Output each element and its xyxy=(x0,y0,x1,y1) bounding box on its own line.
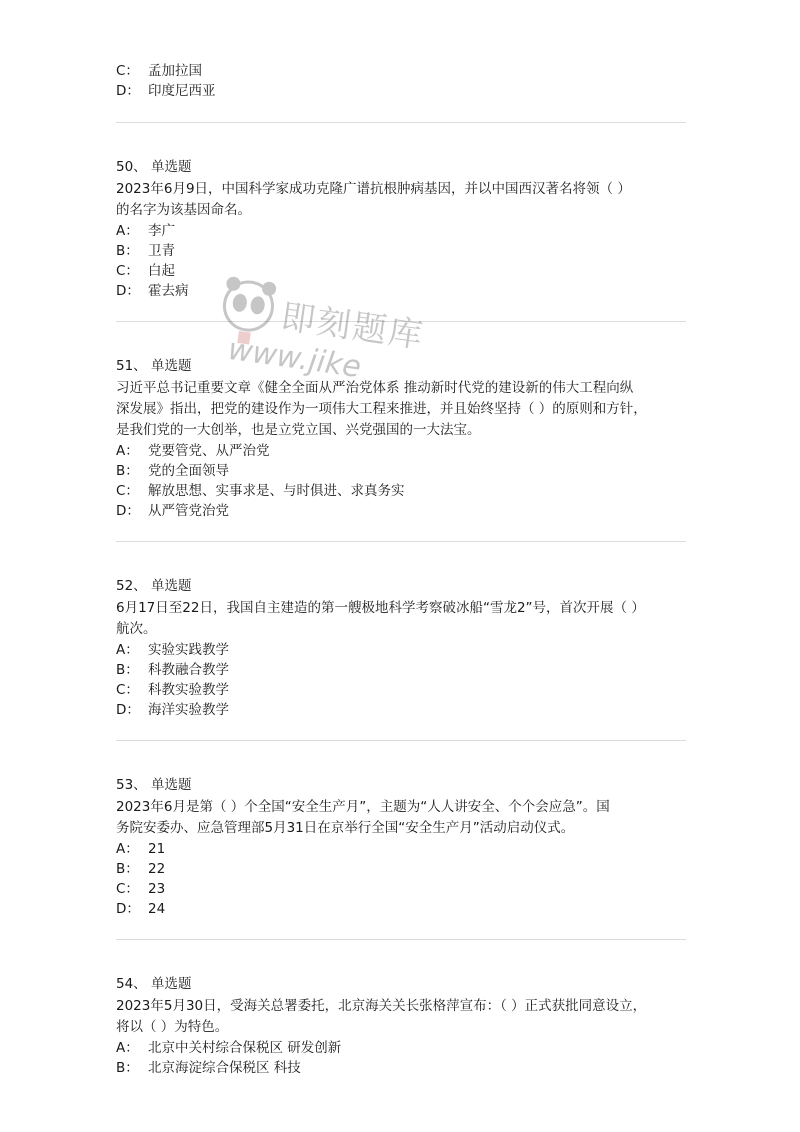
question-header: 52、 单选题 xyxy=(116,578,192,594)
question-header: 51、 单选题 xyxy=(116,358,192,374)
option-b[interactable]: B： 北京海淀综合保税区 科技 xyxy=(116,1060,301,1076)
question-block xyxy=(116,974,686,1078)
question-line: 深发展》指出，把党的建设作为一项伟大工程来推进，并且始终坚持（ ）的原则和方针， xyxy=(116,401,647,417)
question-header: 50、 单选题 xyxy=(116,159,192,175)
option-a[interactable]: A： 党要管党、从严治党 xyxy=(116,443,270,459)
previous-question-options xyxy=(116,61,686,101)
option-c[interactable]: C： 23 xyxy=(116,881,166,897)
question-header: 53、 单选题 xyxy=(116,777,192,793)
watermark-url: www.jike xyxy=(225,331,364,386)
option-b[interactable]: B： 22 xyxy=(116,861,166,877)
option-a[interactable]: A： 李广 xyxy=(116,223,175,239)
question-block xyxy=(116,157,686,301)
question-block xyxy=(116,356,686,521)
question-line: 是我们党的一大创举，也是立党立国、兴党强国的一大法宝。 xyxy=(116,422,481,438)
option-b[interactable]: B： 卫青 xyxy=(116,243,175,259)
option-c[interactable]: C： 解放思想、实事求是、与时俱进、求真务实 xyxy=(116,483,405,499)
watermark-brand: 即刻题库 xyxy=(278,296,427,357)
question-line: 将以（ ）为特色。 xyxy=(116,1019,229,1035)
option-b[interactable]: B： 科教融合教学 xyxy=(116,662,229,678)
option-d[interactable]: D： 海洋实验教学 xyxy=(116,702,229,718)
option-b[interactable]: B： 党的全面领导 xyxy=(116,463,229,479)
question-block xyxy=(116,576,686,720)
document-page xyxy=(116,0,686,1078)
question-line: 6月17日至22日，我国自主建造的第一艘极地科学考察破冰船“雪龙2”号，首次开展（ ） xyxy=(116,600,645,616)
option-c[interactable]: C： 孟加拉国 xyxy=(116,63,202,79)
option-a[interactable]: A： 21 xyxy=(116,841,166,857)
question-block xyxy=(116,775,686,919)
question-line: 2023年5月30日，受海关总署委托，北京海关关长张格萍宣布：（ ）正式获批同意设立， xyxy=(116,998,647,1014)
option-c[interactable]: C： 科教实验教学 xyxy=(116,682,229,698)
question-line: 2023年6月9日，中国科学家成功克隆广谱抗根肿病基因，并以中国西汉著名将领（ ） xyxy=(116,181,631,197)
option-a[interactable]: A： 北京中关村综合保税区 研发创新 xyxy=(116,1040,342,1056)
question-line: 的名字为该基因命名。 xyxy=(116,202,251,218)
question-line: 航次。 xyxy=(116,621,157,637)
question-line: 2023年6月是第（ ）个全国“安全生产月”，主题为“人人讲安全、个个会应急”。国 xyxy=(116,799,610,815)
question-header: 54、 单选题 xyxy=(116,976,192,992)
option-d[interactable]: D： 霍去病 xyxy=(116,283,189,299)
option-d[interactable]: D： 从严管党治党 xyxy=(116,503,229,519)
option-d[interactable]: D： 印度尼西亚 xyxy=(116,83,216,99)
option-c[interactable]: C： 白起 xyxy=(116,263,175,279)
option-d[interactable]: D： 24 xyxy=(116,901,166,917)
question-line: 务院安委办、应急管理部5月31日在京举行全国“安全生产月”活动启动仪式。 xyxy=(116,820,575,836)
option-a[interactable]: A： 实验实践教学 xyxy=(116,642,229,658)
question-line: 习近平总书记重要文章《健全全面从严治党体系 推动新时代党的建设新的伟大工程向纵 xyxy=(116,380,634,396)
